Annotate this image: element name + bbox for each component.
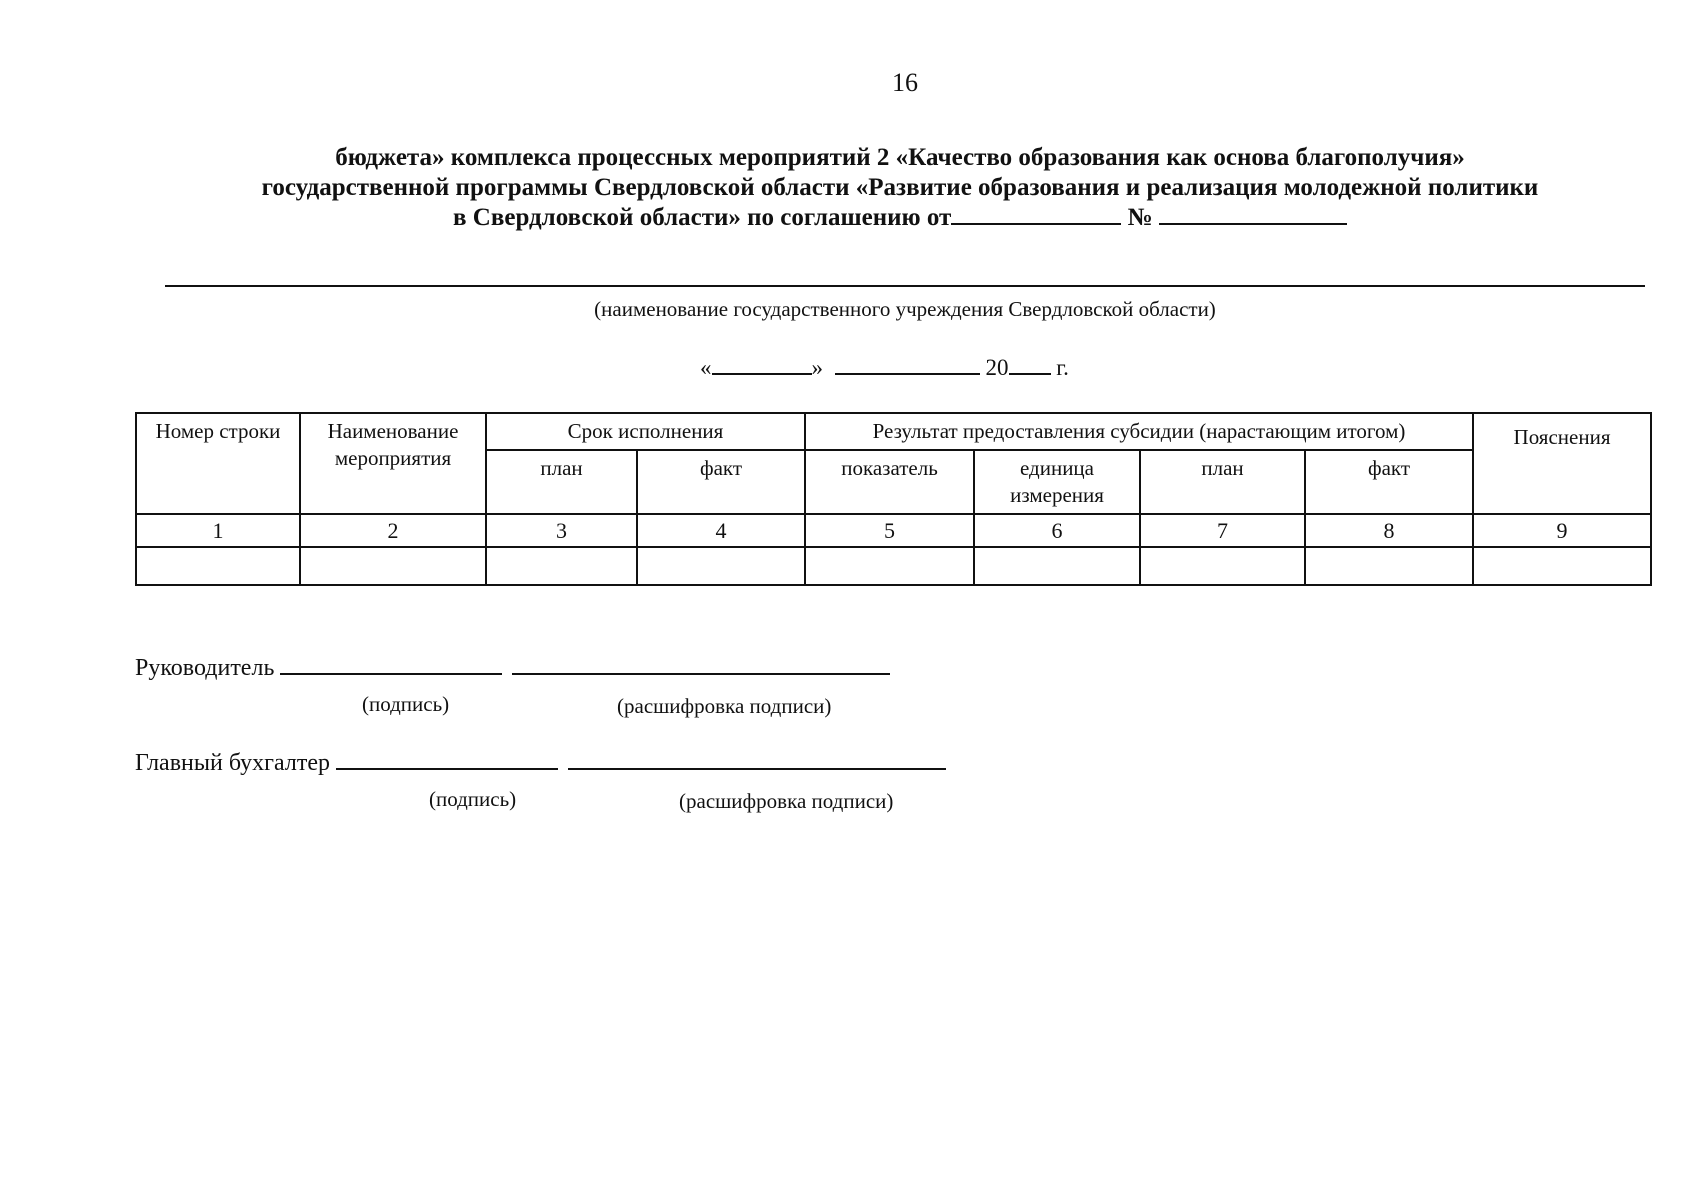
table-row	[136, 547, 1651, 585]
table-cell	[486, 547, 637, 585]
date-close-quote: »	[811, 355, 823, 380]
agreement-number-blank	[1159, 203, 1347, 225]
heading-line-2: государственной программы Свердловской области «Развитие образования и реализация молодежной политики	[261, 174, 1539, 201]
heading-line-1: бюджета» комплекса процессных мероприятий 2 «Качество образования как основа благополучия»	[335, 144, 1465, 171]
date-line	[700, 355, 1069, 381]
table-cell	[974, 547, 1140, 585]
column-number-row	[136, 514, 1651, 547]
column-number: 8	[1305, 514, 1473, 547]
year-suffix: г.	[1056, 355, 1069, 380]
accountant-decoding-blank	[568, 750, 946, 770]
accountant-label: Главный бухгалтер	[135, 750, 330, 776]
day-blank	[712, 355, 812, 375]
table-header-row-1	[136, 413, 1651, 450]
date-open-quote: «	[700, 355, 712, 380]
column-number: 4	[637, 514, 805, 547]
accountant-decoding-caption: (расшифровка подписи)	[679, 789, 894, 813]
month-blank	[835, 355, 980, 375]
column-number: 3	[486, 514, 637, 547]
header-result: Результат предоставления субсидии (нарастающим итогом)	[805, 413, 1473, 450]
column-number: 6	[974, 514, 1140, 547]
organization-name-line	[165, 285, 1645, 287]
heading-line-3-text: в Свердловской области» по соглашению от	[453, 204, 952, 231]
organization-caption: (наименование государственного учреждения Свердловской области)	[594, 297, 1216, 321]
table-cell	[300, 547, 486, 585]
table-cell	[136, 547, 300, 585]
head-signature-caption: (подпись)	[362, 692, 450, 716]
table-cell	[1305, 547, 1473, 585]
head-decoding-blank	[512, 655, 890, 675]
column-number: 5	[805, 514, 974, 547]
head-decoding-caption: (расшифровка подписи)	[617, 694, 832, 718]
accountant-signature-row	[135, 750, 946, 777]
table-cell	[1473, 547, 1651, 585]
number-sign: №	[1127, 204, 1153, 231]
header-deadline-fact: факт	[637, 450, 805, 514]
column-number: 7	[1140, 514, 1305, 547]
year-prefix: 20	[985, 355, 1009, 380]
column-number: 1	[136, 514, 300, 547]
heading-line-3	[150, 203, 1650, 233]
header-result-plan: план	[1140, 450, 1305, 514]
year-blank	[1009, 355, 1051, 375]
header-unit: единица измерения	[974, 450, 1140, 514]
column-number: 2	[300, 514, 486, 547]
page-number: 16	[892, 68, 918, 97]
accountant-signature-caption: (подпись)	[429, 787, 517, 811]
subsidy-report-table	[135, 412, 1652, 586]
header-result-fact: факт	[1305, 450, 1473, 514]
header-deadline: Срок исполнения	[486, 413, 805, 450]
head-signature-blank	[280, 655, 502, 675]
head-signature-row	[135, 655, 890, 682]
table-cell	[1140, 547, 1305, 585]
table-cell	[637, 547, 805, 585]
column-number: 9	[1473, 514, 1651, 547]
header-deadline-plan: план	[486, 450, 637, 514]
table-cell	[805, 547, 974, 585]
head-label: Руководитель	[135, 655, 275, 681]
header-row-number: Номер строки	[136, 413, 300, 514]
agreement-date-blank	[951, 203, 1121, 225]
accountant-signature-blank	[336, 750, 558, 770]
header-activity-name: Наименование мероприятия	[300, 413, 486, 514]
header-notes: Пояснения	[1473, 413, 1651, 514]
header-indicator: показатель	[805, 450, 974, 514]
document-heading	[150, 143, 1650, 233]
